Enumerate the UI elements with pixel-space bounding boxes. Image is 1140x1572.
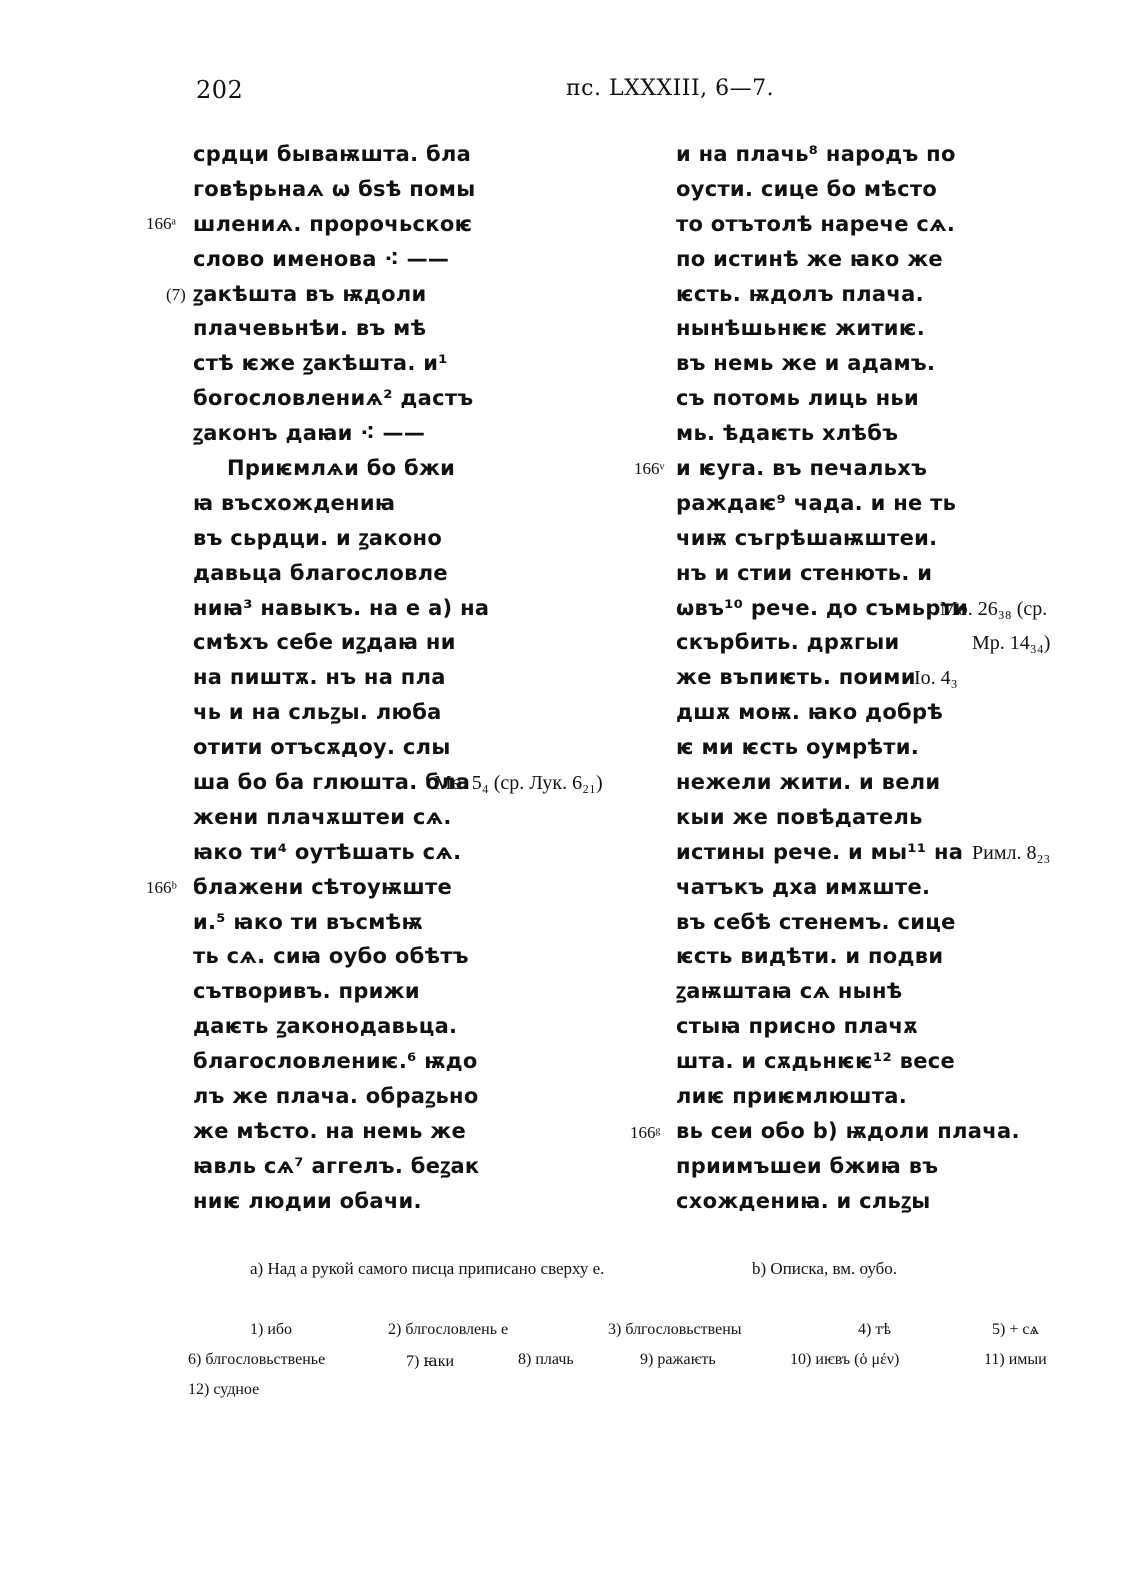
right-text-column — [676, 137, 1020, 1219]
footnote: 9) ражаѥть — [640, 1351, 716, 1368]
right-line: и ѥуга. въ печальхъ — [676, 456, 928, 481]
footnote: 10) иѥвъ (ὁ μέν) — [790, 1351, 900, 1368]
footnote: 2) блгословлень е — [388, 1321, 509, 1338]
left-line: Приѥмлѧи бо бжи — [227, 456, 456, 481]
left-line: благословлениѥ.⁶ ѭдо — [193, 1049, 478, 1074]
left-line: плачевьнѣи. въ мѣ — [193, 316, 427, 341]
left-line: на пиштѫ. нъ на пла — [193, 665, 446, 690]
right-line: нъ и стии стенють. и — [676, 560, 933, 585]
right-line: скърбить. дрѫгыи — [676, 630, 900, 655]
page-number: 202 — [196, 76, 244, 104]
left-line: ть сѧ. сиꙗ оубо обѣтъ — [193, 944, 469, 969]
right-line: ѥсть. ѭдолъ плача. — [676, 281, 924, 306]
left-line: сътворивъ. прижи — [193, 979, 420, 1004]
right-line: истины рече. и мы¹¹ на — [676, 839, 964, 864]
right-line: ꙁаѭштаꙗ сѧ нынѣ — [676, 979, 903, 1004]
right-line: шта. и сѫдьнѥѥ¹² весе — [676, 1049, 956, 1074]
footnote: 1) ибо — [250, 1321, 293, 1338]
right-line: чатъкъ дха имѫште. — [676, 874, 931, 899]
right-line: приимъшеи бжиꙗ въ — [676, 1153, 939, 1178]
left-line: даѥть ꙁаконодавьца. — [193, 1014, 458, 1039]
left-line: же мѣсто. на немь же — [193, 1118, 467, 1143]
folio-marker: 166ᵛ — [634, 459, 665, 478]
left-line: блажени сѣтоуѭштe — [193, 874, 453, 899]
right-line: схождениꙗ. и сльꙁы — [676, 1188, 931, 1213]
left-line: ꙗ въсхождениꙗ — [193, 490, 396, 515]
footnote: 11) имыи — [984, 1351, 1047, 1368]
right-line: дшѫ моѭ. ꙗко добрѣ — [676, 700, 944, 725]
scripture-reference: Мѳ. 26₃₈ (ср. — [940, 598, 1048, 620]
left-line: давьца благословле — [193, 560, 448, 585]
right-line: оусти. сице бо мѣсто — [676, 176, 938, 201]
left-line: стѣ ѥже ꙁакѣшта. и¹ — [193, 351, 448, 376]
left-line: ꙁаконъ даꙗи ⁖ —— — [193, 421, 426, 446]
left-line: въ сьрдци. и ꙁаконо — [193, 525, 443, 550]
right-line: ѥ ми ѥсть оумрѣти. — [676, 735, 919, 760]
right-line: нежели жити. и вели — [676, 770, 941, 795]
footnote: 12) судное — [188, 1381, 260, 1398]
footnote: 6) блгословьственье — [188, 1351, 326, 1368]
scripture-reference: Іо. 4₃ — [914, 667, 958, 689]
right-line: вь сеи обо b) ѭдоли плача. — [676, 1118, 1020, 1143]
folio-marker: 166ᵍ — [630, 1123, 661, 1142]
right-line: и на плачь⁸ народъ по — [676, 142, 956, 166]
left-line: ꙁакѣшта въ ѭдоли — [193, 281, 427, 306]
right-line: же въпиѥть. поими — [676, 665, 916, 690]
left-line: ꙗвль сѧ⁷ аггелъ. беꙁак — [193, 1153, 480, 1178]
left-line: чь и на сльꙁы. люба — [193, 700, 442, 725]
right-line: ѡвъ¹⁰ рече. до съмьрти — [676, 595, 969, 620]
right-line: ѥсть видѣти. и подви — [676, 944, 944, 969]
left-line: слово именова ⁖ —— — [193, 246, 450, 271]
right-line: нынѣшьнѥѥ житиѥ. — [676, 316, 926, 341]
left-line: срдци бываѭшта. бла — [193, 142, 472, 166]
folio-marker: 166ᵃ — [146, 214, 177, 233]
footnote: 4) тѣ — [858, 1321, 892, 1338]
right-line: то отътолѣ нарече сѧ. — [676, 211, 956, 236]
left-line: говѣрьнаѧ ѡ бѕѣ помы — [193, 176, 476, 201]
footnote: 8) плачь — [518, 1351, 574, 1368]
left-line: жени плачѫштеи сѧ. — [193, 804, 452, 829]
scripture-reference: Мр. 14₃₄) — [972, 632, 1051, 654]
right-line: лиѥ приѥмлюшта. — [676, 1084, 907, 1109]
right-line: кыи же повѣдатель — [676, 804, 923, 829]
left-line: смѣхъ себе иꙁдаꙗ ни — [193, 630, 456, 655]
right-line: по истинѣ же ꙗко же — [676, 246, 943, 271]
right-line: въ немь же и адамъ. — [676, 351, 936, 376]
left-line: ша бо ба глюшта. бла — [193, 770, 471, 795]
scripture-reference: Римл. 8₂₃ — [972, 842, 1051, 864]
folio-marker: 166ᵇ — [146, 878, 177, 897]
verse-number: (7) — [166, 285, 186, 304]
footnote: 7) ꙗки — [406, 1353, 455, 1370]
left-line: лъ же плача. обраꙁьно — [193, 1084, 479, 1109]
right-line: стыꙗ присно плачѫ — [676, 1014, 919, 1039]
right-line: мь. ѣдаѥть хлѣбъ — [676, 421, 899, 446]
footnote: 3) блгословьствены — [608, 1321, 742, 1338]
scripture-reference: Мѳ. 5₄ (ср. Лук. 6₂₁) — [434, 772, 603, 794]
left-line: ꙗко ти⁴ оутѣшать сѧ. — [193, 839, 462, 864]
left-line: и.⁵ ꙗко ти въсмѣѭ — [193, 909, 423, 934]
right-line: въ себѣ стенемъ. сице — [676, 909, 956, 934]
left-line: шлениѧ. пророчьскоѥ — [193, 211, 473, 236]
left-line: ниѥ людии обачи. — [193, 1188, 422, 1213]
right-line: съ потомь лиць ньи — [676, 386, 919, 411]
editorial-note-b: b) Описка, вм. оубо. — [752, 1259, 897, 1278]
editorial-note-a: a) Над а рукой самого писца приписано сверху е. — [250, 1259, 605, 1278]
left-line: ниꙗ³ навыкъ. на е а) на — [193, 595, 490, 620]
right-line: раждаѥ⁹ чада. и не ть — [676, 490, 957, 515]
right-line: чиѭ съгрѣшаѭштеи. — [676, 525, 938, 550]
left-text-column — [193, 137, 489, 1219]
footnote: 5) + сѧ — [992, 1321, 1039, 1338]
left-line: отити отъсѫдоу. слы — [193, 735, 451, 760]
running-head: пс. LXXXIII, 6—7. — [566, 76, 775, 101]
left-line: богословлениѧ² дастъ — [193, 386, 474, 411]
